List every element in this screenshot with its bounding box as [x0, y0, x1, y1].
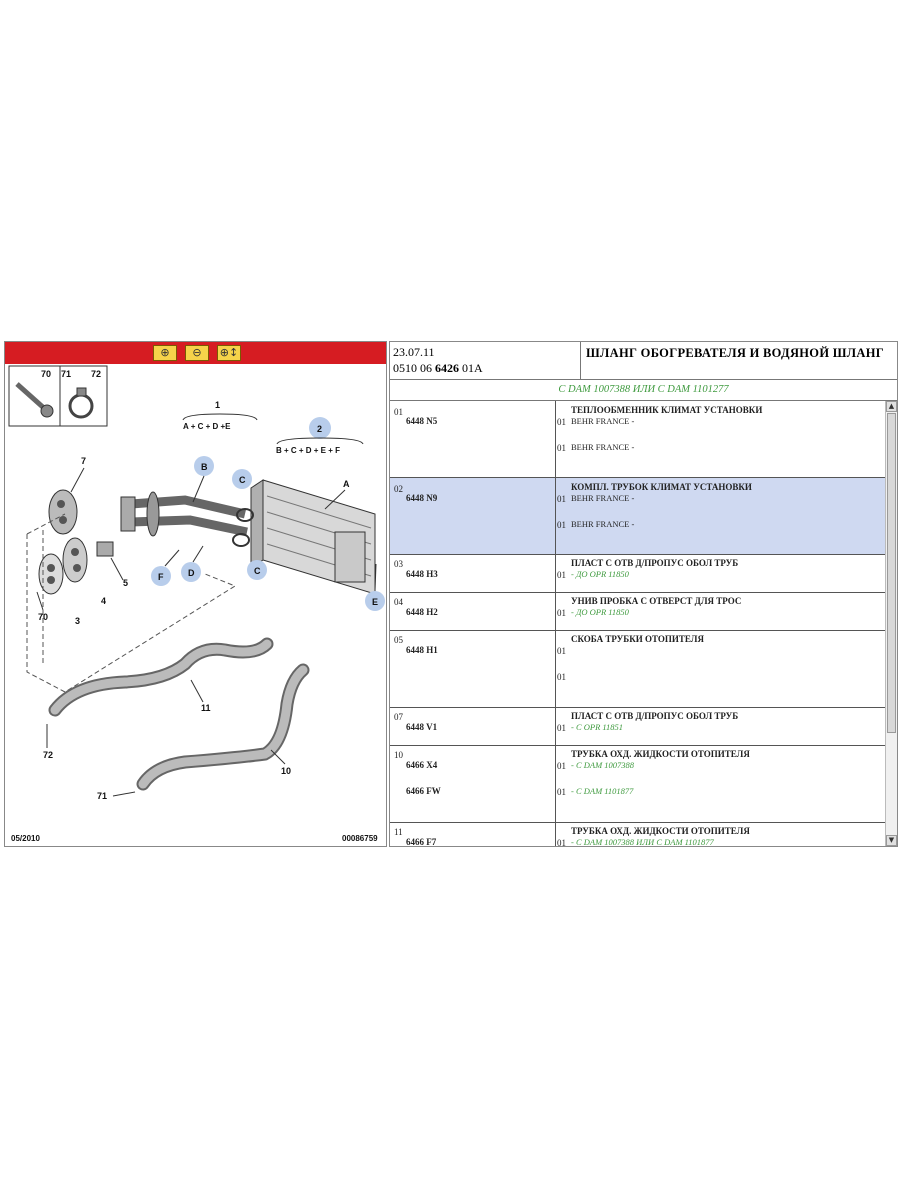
sealing-plate-part [63, 538, 87, 582]
zoom-in-icon: ⊕ [160, 346, 170, 359]
callout-71: 71 [61, 369, 72, 379]
callout-11: 11 [201, 703, 211, 713]
parts-header [390, 342, 897, 380]
table-row[interactable]: 11 6466 F7 ТРУБКА ОХД. ЖИДКОСТИ ОТОПИТЕЛЯ 01 - С DAM 1007388 ИЛИ С DAM 1101877 [390, 823, 885, 846]
callout-3: 3 [75, 616, 81, 626]
exploded-parts-diagram[interactable] [5, 364, 386, 846]
hose-11-part [55, 644, 267, 710]
o-ring-part [233, 534, 249, 546]
callout-72-detail: 72 [43, 750, 54, 760]
zoom-fit-button[interactable] [217, 345, 241, 361]
callout-c-top: C [239, 475, 246, 485]
callout-2: 2 [317, 424, 323, 434]
group-code: 0510 06 6426 01A [393, 361, 483, 375]
callout-1: 1 [215, 400, 221, 410]
hose-10-part [143, 670, 303, 784]
diagram-pane [4, 341, 387, 847]
callout-5: 5 [123, 578, 129, 588]
parts-table [390, 401, 885, 846]
grommet-part [49, 490, 77, 534]
scroll-up-icon[interactable]: ▲ [886, 401, 897, 412]
zoom-in-button[interactable] [153, 345, 177, 361]
table-row[interactable]: 07 6448 V1 ПЛАСТ С ОТВ Д/ПРОПУС ОБОЛ ТРУБ 01 - С OPR 11851 [390, 708, 885, 746]
pipe-kit-part [121, 492, 247, 536]
table-row[interactable]: 03 6448 H3 ПЛАСТ С ОТВ Д/ПРОПУС ОБОЛ ТРУБ 01 - ДО OPR 11850 [390, 555, 885, 593]
zoom-out-icon: ⊖ [192, 346, 202, 359]
bracket-part [97, 542, 113, 556]
zoom-fit-icon: ⊕↕ [219, 346, 239, 359]
table-row[interactable]: 05 6448 H1 СКОБА ТРУБКИ ОТОПИТЕЛЯ 01 01 [390, 631, 885, 708]
table-row[interactable]: 01 6448 N5 ТЕПЛООБМЕННИК КЛИМАТ УСТАНОВКИ 01 BEHR FRANCE - 01 BEHR FRANCE - [390, 401, 885, 478]
table-scrollbar[interactable] [885, 401, 897, 846]
page-title: ШЛАНГ ОБОГРЕВАТЕЛЯ И ВОДЯНОЙ ШЛАНГ [586, 346, 885, 360]
callout-7: 7 [81, 456, 87, 466]
callout-b: B [201, 462, 208, 472]
callout-72: 72 [91, 369, 102, 379]
diagram-number: 00086759 [342, 834, 378, 843]
applicability-filter: С DAM 1007388 ИЛИ С DAM 1101277 [390, 380, 897, 401]
scroll-thumb[interactable] [887, 413, 896, 733]
callout-e: E [372, 597, 379, 607]
scroll-down-icon[interactable]: ▼ [886, 835, 897, 846]
callout-70-detail: 70 [38, 612, 49, 622]
callout-1-contents: A + C + D +E [183, 422, 231, 431]
parts-list-pane [389, 341, 898, 847]
callout-a: A [343, 479, 350, 489]
callout-10: 10 [281, 766, 292, 776]
diagram-toolbar [5, 342, 386, 364]
callout-4: 4 [101, 596, 107, 606]
zoom-out-button[interactable] [185, 345, 209, 361]
callout-70: 70 [41, 369, 52, 379]
table-row[interactable]: 10 6466 X4 6466 FW ТРУБКА ОХД. ЖИДКОСТИ ОТОПИТЕЛЯ 01 - С DAM 1007388 01 - С DAM 1101877 [390, 746, 885, 823]
catalog-date: 23.07.11 [393, 345, 435, 359]
callout-f: F [158, 572, 164, 582]
callout-d: D [188, 568, 195, 578]
heater-core-part [251, 480, 375, 594]
table-row-selected[interactable]: 02 6448 N9 КОМПЛ. ТРУБОК КЛИМАТ УСТАНОВКИ 01 BEHR FRANCE - 01 BEHR FRANCE - [390, 478, 885, 555]
callout-c-bottom: C [254, 566, 261, 576]
diagram-date: 05/2010 [11, 834, 40, 843]
parts-catalog-window [4, 341, 898, 847]
callout-2-contents: B + C + D + E + F [276, 446, 341, 455]
callout-71-detail: 71 [97, 791, 108, 801]
table-row[interactable]: 04 6448 H2 УНИВ ПРОБКА С ОТВЕРСТ ДЛЯ ТРОС 01 - ДО OPR 11850 [390, 593, 885, 631]
